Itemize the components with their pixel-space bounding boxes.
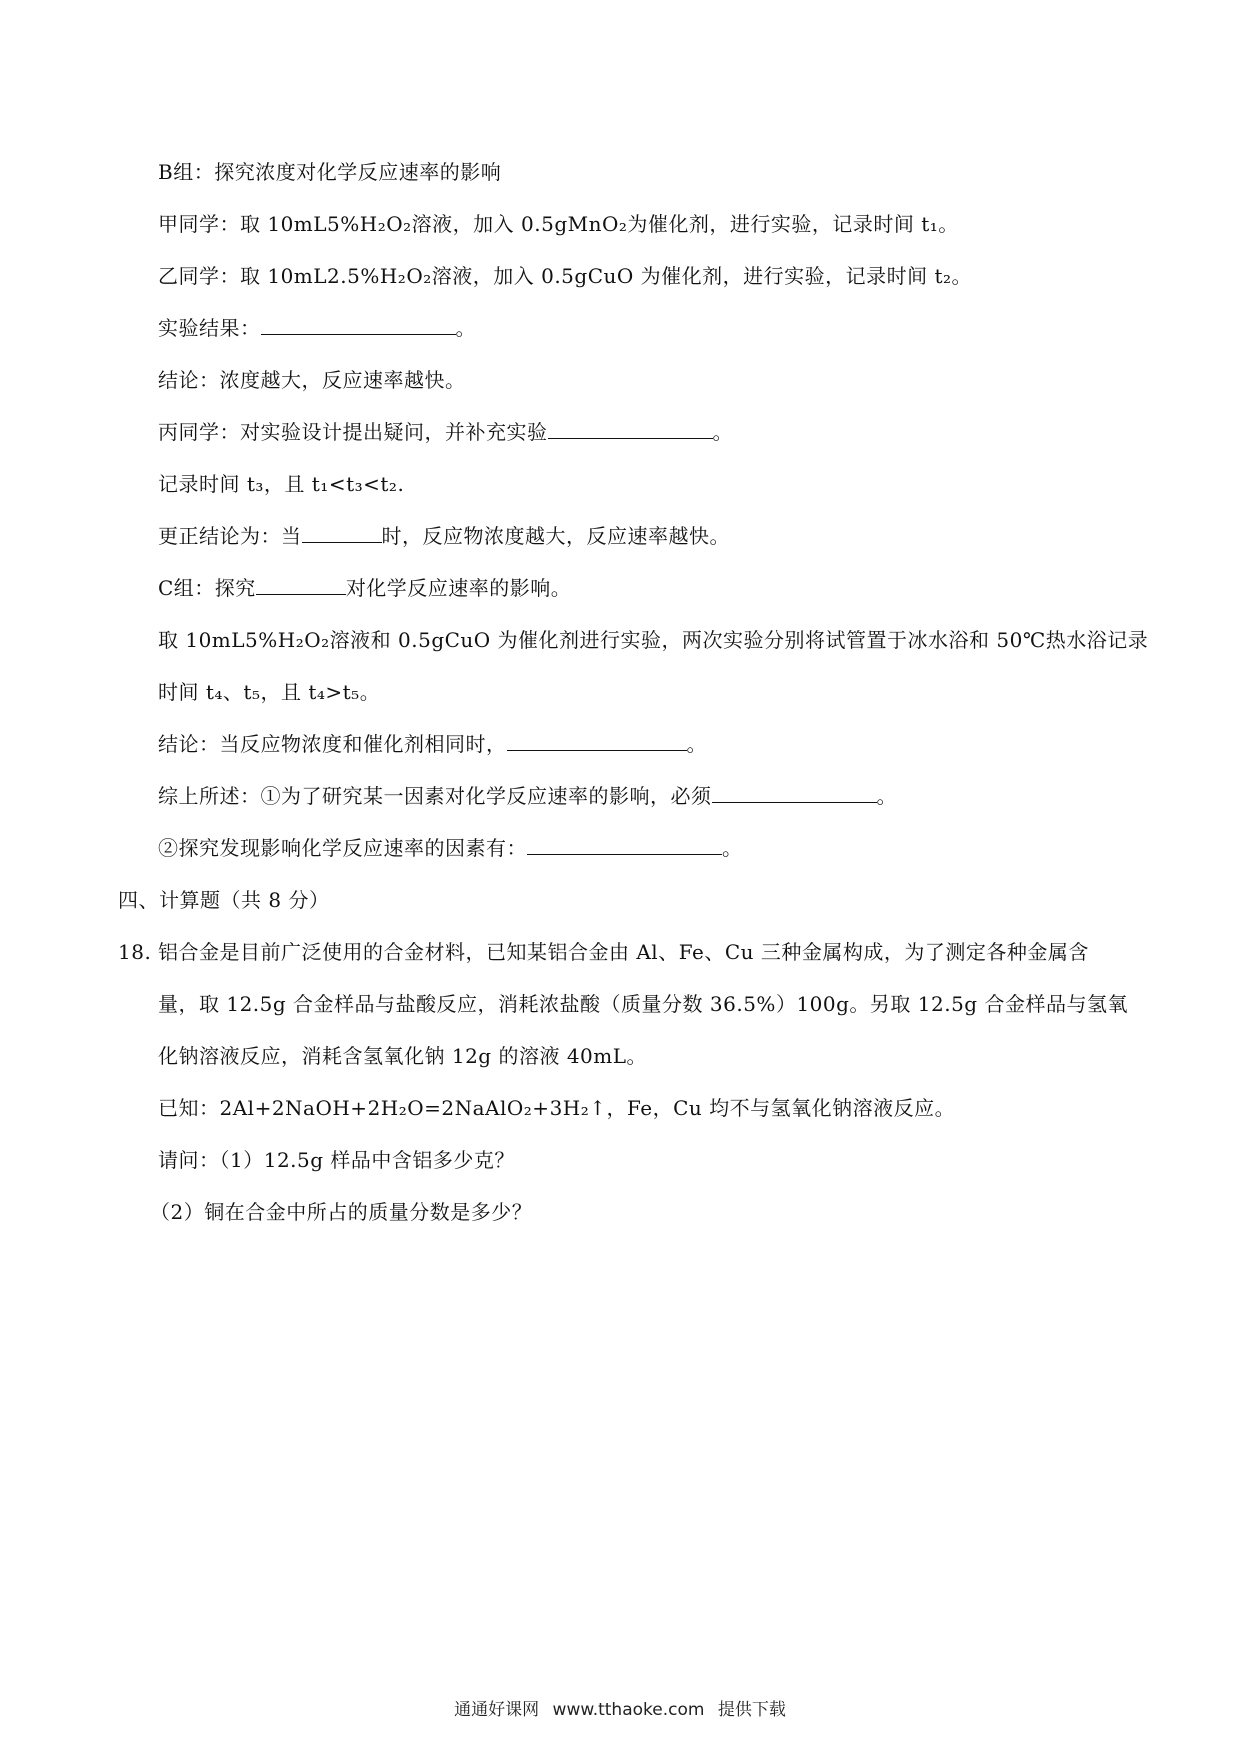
summary-1-line [158, 782, 897, 810]
section-heading: 四、计算题（共 8 分） [118, 888, 330, 912]
answer-blank-condition[interactable] [302, 524, 382, 543]
period: 。 [686, 732, 707, 756]
corrected-conclusion-label: 更正结论为：当 [158, 524, 302, 548]
group-c-tail: 对化学反应速率的影响。 [345, 576, 572, 600]
record-time-t3: 记录时间 t₃，且 t₁<t₃<t₂. [158, 472, 405, 496]
conclusion-2-line [158, 730, 707, 758]
question-18-part-2: （2）铜在合金中所占的质量分数是多少？ [150, 1200, 533, 1224]
corrected-conclusion-line [158, 522, 730, 550]
footer-url[interactable]: www.tthaoke.com [552, 1700, 705, 1720]
student-bing-line [158, 418, 733, 446]
group-c-line [158, 574, 571, 602]
group-c-label: C组：探究 [158, 576, 256, 600]
period: 。 [876, 784, 897, 808]
conclusion-1: 结论：浓度越大，反应速率越快。 [158, 368, 466, 392]
conclusion-2-label: 结论：当反应物浓度和催化剂相同时， [158, 732, 507, 756]
student-bing-label: 丙同学：对实验设计提出疑问，并补充实验 [158, 420, 548, 444]
footer-site-name: 通通好课网 [454, 1700, 540, 1720]
period: 。 [712, 420, 733, 444]
answer-blank-temperature[interactable] [507, 732, 687, 751]
question-18-line-3: 化钠溶液反应，消耗含氢氧化钠 12g 的溶液 40mL。 [158, 1044, 648, 1068]
student-yi-text: 乙同学：取 10mL2.5%H₂O₂溶液，加入 0.5gCuO 为催化剂，进行实验，记录时间 t₂。 [158, 264, 973, 288]
period: 。 [455, 316, 476, 340]
footer-tail: 提供下载 [717, 1700, 786, 1720]
question-18-known: 已知：2Al+2NaOH+2H₂O=2NaAlO₂+3H₂↑，Fe，Cu 均不与氢氧化钠溶液反应。 [158, 1096, 956, 1120]
page-footer [0, 1695, 1240, 1720]
corrected-conclusion-tail: 时，反应物浓度越大，反应速率越快。 [381, 524, 730, 548]
answer-blank-result[interactable] [261, 316, 456, 335]
experiment-result-line [158, 314, 476, 342]
student-jia-text: 甲同学：取 10mL5%H₂O₂溶液，加入 0.5gMnO₂为催化剂，进行实验，记录时间 t₁。 [158, 212, 959, 236]
summary-1-label: 综上所述：①为了研究某一因素对化学反应速率的影响，必须 [158, 784, 712, 808]
answer-blank-supplement[interactable] [548, 420, 713, 439]
group-b-heading: B组：探究浓度对化学反应速率的影响 [158, 160, 502, 184]
answer-blank-control[interactable] [712, 784, 877, 803]
answer-blank-factor[interactable] [256, 576, 346, 595]
group-c-procedure-1: 取 10mL5%H₂O₂溶液和 0.5gCuO 为催化剂进行实验，两次实验分别将试管置于冰水浴和 50℃热水浴记录 [158, 628, 1149, 652]
summary-2-label: ②探究发现影响化学反应速率的因素有： [158, 836, 527, 860]
summary-2-line [158, 834, 743, 862]
group-c-procedure-2: 时间 t₄、t₅，且 t₄>t₅。 [158, 680, 381, 704]
experiment-result-label: 实验结果： [158, 316, 261, 340]
answer-blank-factors[interactable] [527, 836, 722, 855]
question-18-part-1: 请问：（1）12.5g 样品中含铝多少克？ [158, 1148, 515, 1172]
question-18-line-1: 铝合金是目前广泛使用的合金材料，已知某铝合金由 Al、Fe、Cu 三种金属构成，为了测定各种金属含 [158, 940, 1089, 964]
question-18-line-2: 量，取 12.5g 合金样品与盐酸反应，消耗浓盐酸（质量分数 36.5%）100g。另取 12.5g 合金样品与氢氧 [158, 992, 1128, 1016]
question-18-number: 18. [118, 940, 152, 964]
period: 。 [722, 836, 743, 860]
